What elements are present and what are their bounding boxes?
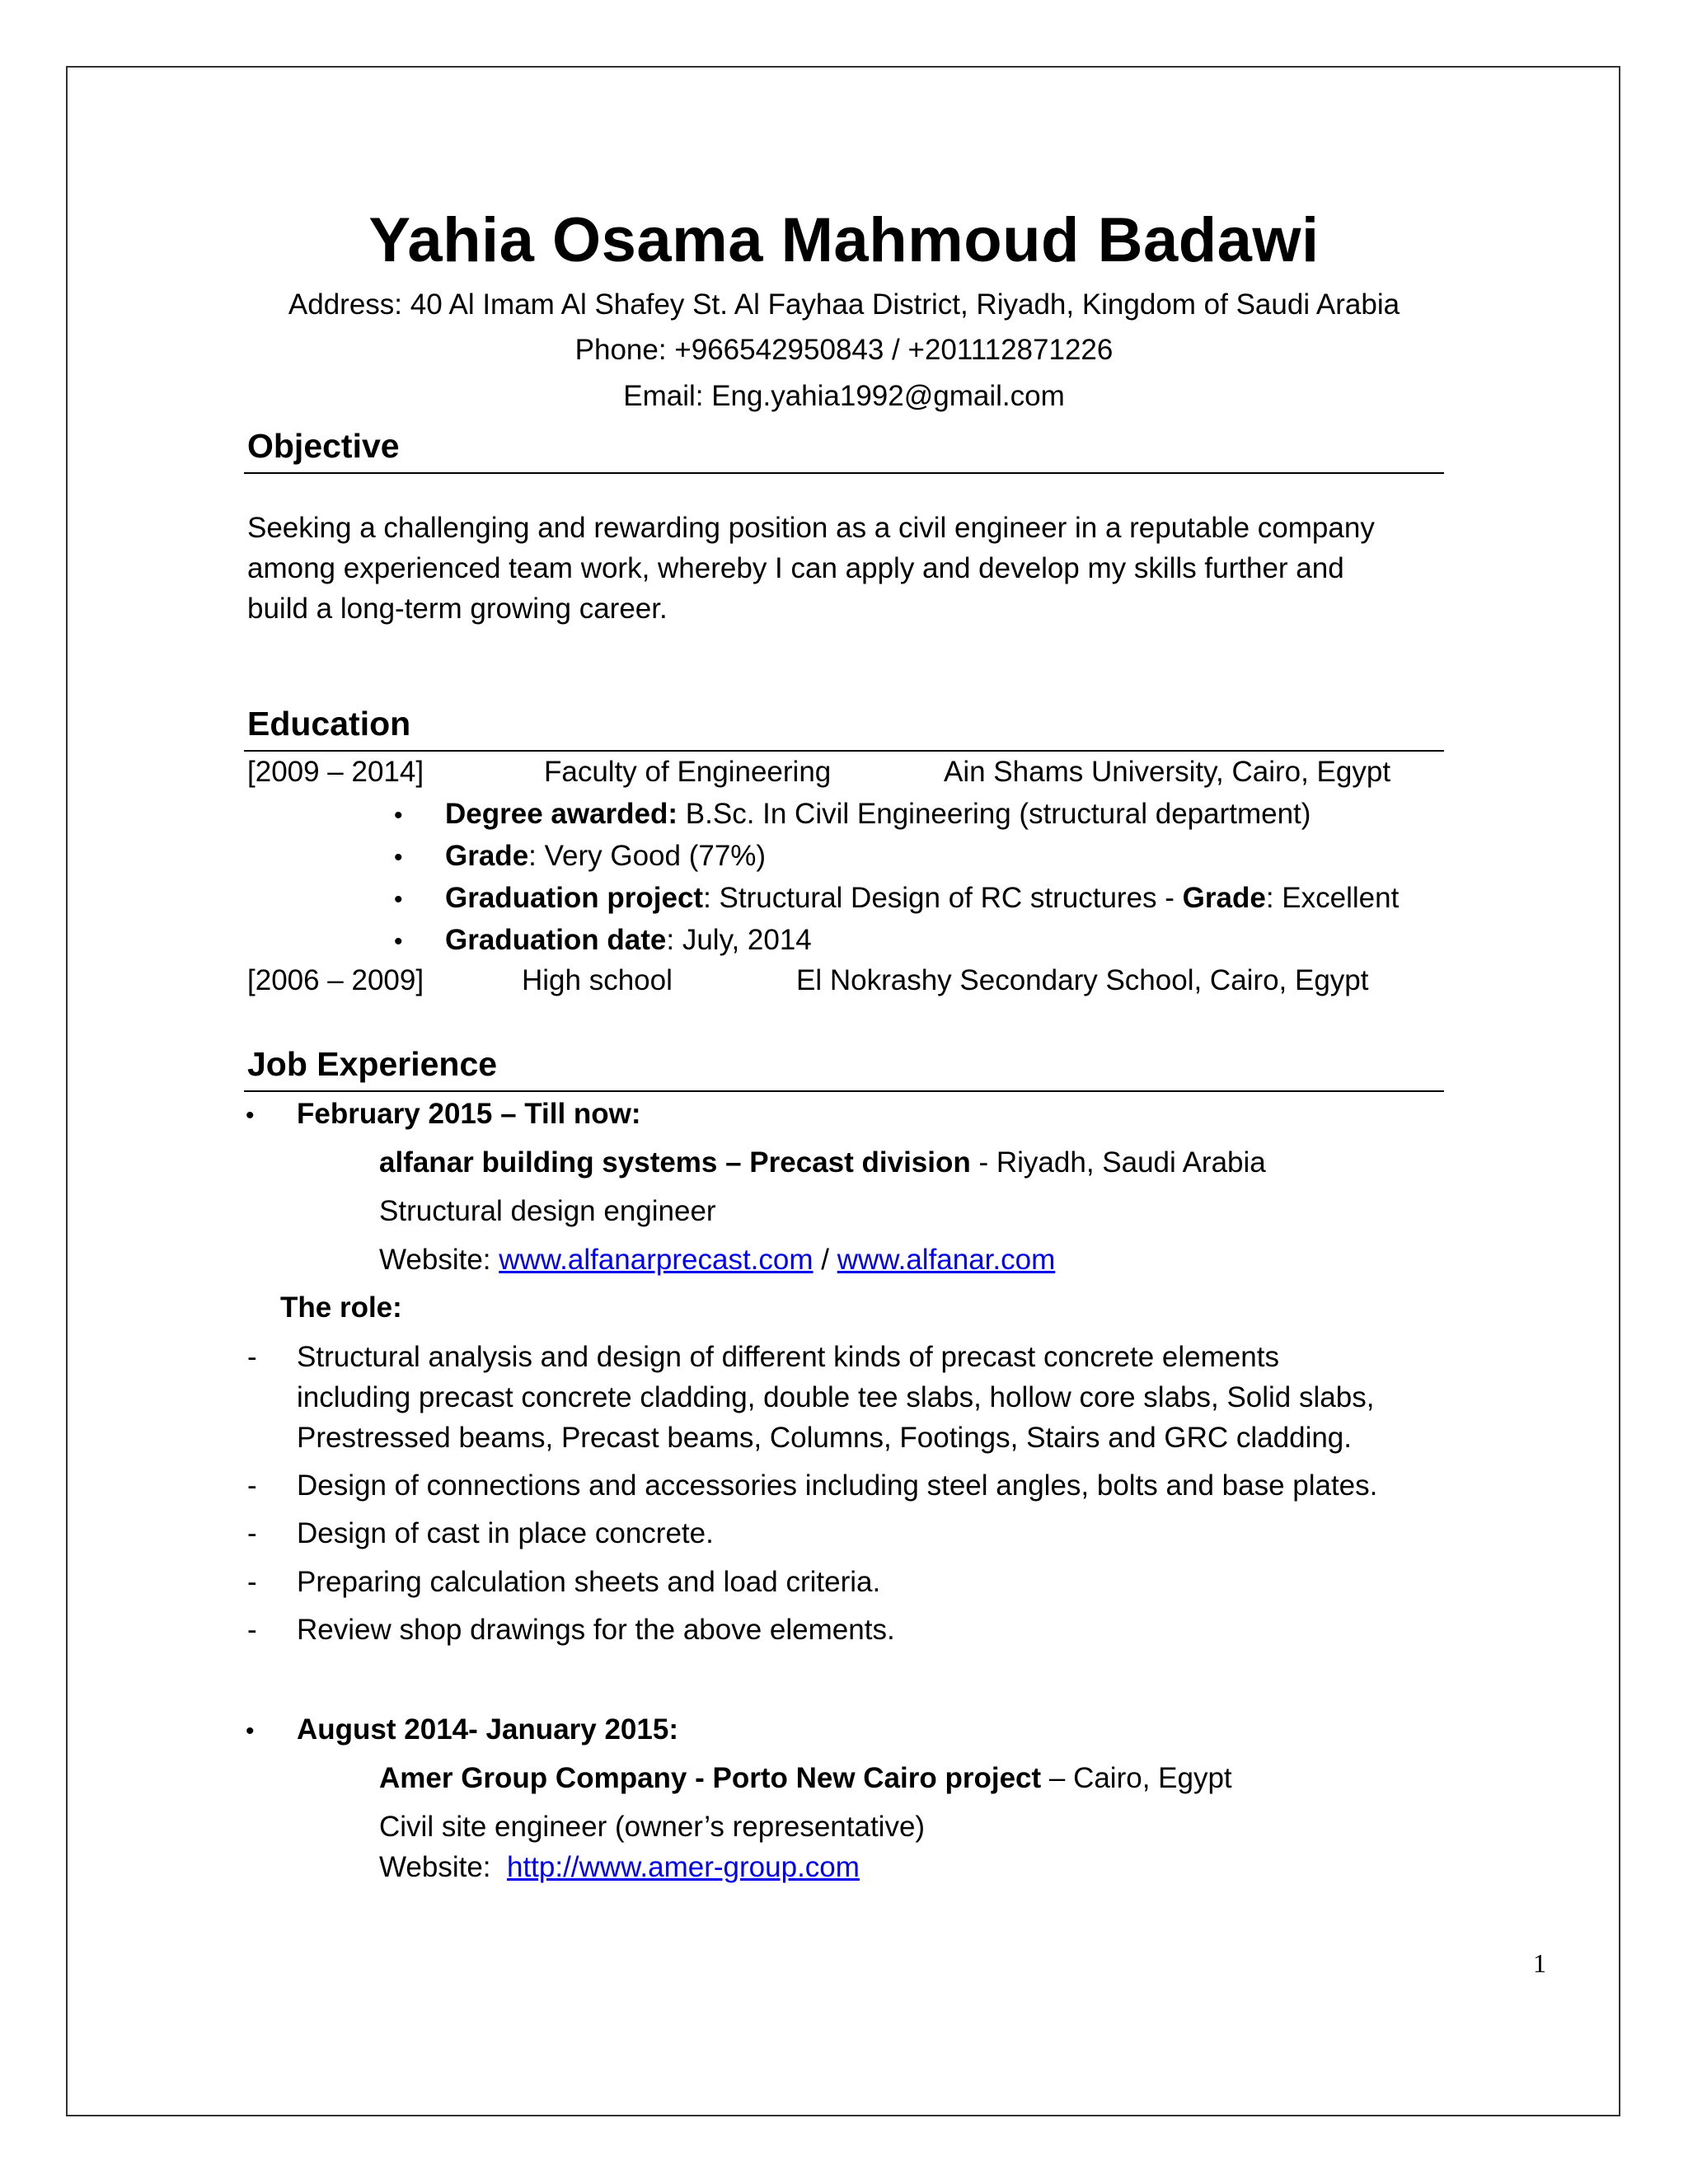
job1-role-title: The role: <box>280 1291 402 1324</box>
objective-heading: Objective <box>247 427 400 465</box>
university-years: [2009 – 2014] <box>247 756 424 788</box>
job1-company-line: alfanar building systems – Precast division - Riyadh, Saudi Arabia <box>379 1146 1266 1179</box>
duty-item: Review shop drawings for the above elements. <box>297 1614 895 1646</box>
education-bullet: • <box>394 844 403 871</box>
experience-rule <box>244 1090 1444 1092</box>
duty-dash: - <box>247 1517 257 1549</box>
address-line: Address: 40 Al Imam Al Shafey St. Al Fayhaa District, Riyadh, Kingdom of Saudi Arabia <box>288 288 1400 321</box>
university-institution: Ain Shams University, Cairo, Egypt <box>944 756 1391 788</box>
job2-position: Civil site engineer (owner’s representative) <box>379 1811 926 1843</box>
objective-line: Seeking a challenging and rewarding position as a civil engineer in a reputable company <box>247 512 1375 544</box>
job2-period: August 2014- January 2015: <box>297 1713 678 1746</box>
job-bullet: • <box>246 1718 255 1745</box>
duty-dash: - <box>247 1341 257 1373</box>
duty-item: Preparing calculation sheets and load criteria. <box>297 1566 881 1598</box>
job1-position: Structural design engineer <box>379 1195 716 1227</box>
school-institution: El Nokrashy Secondary School, Cairo, Egypt <box>796 964 1369 996</box>
university-faculty: Faculty of Engineering <box>544 756 832 788</box>
experience-heading: Job Experience <box>247 1045 498 1083</box>
education-bullet: • <box>394 802 403 829</box>
objective-rule <box>244 472 1444 474</box>
amer-group-link[interactable]: http://www.amer-group.com <box>506 1851 860 1883</box>
page-number: 1 <box>1533 1948 1546 1978</box>
duty-item: Design of cast in place concrete. <box>297 1517 714 1549</box>
school-level: High school <box>522 964 673 996</box>
job2-website-line: Website: http://www.amer-group.com <box>379 1851 860 1883</box>
degree-item: Degree awarded: B.Sc. In Civil Engineering (structural department) <box>445 798 1311 830</box>
duty-dash: - <box>247 1566 257 1598</box>
phone-line: Phone: +966542950843 / +201112871226 <box>574 334 1114 366</box>
job-bullet: • <box>246 1102 255 1129</box>
school-years: [2006 – 2009] <box>247 964 424 996</box>
education-bullet: • <box>394 886 403 913</box>
duty-item: Design of connections and accessories including steel angles, bolts and base plates. <box>297 1469 1378 1502</box>
education-heading: Education <box>247 705 411 743</box>
job2-company-line: Amer Group Company - Porto New Cairo project – Cairo, Egypt <box>379 1762 1232 1794</box>
duty-dash: - <box>247 1614 257 1646</box>
objective-line: among experienced team work, whereby I can apply and develop my skills further and <box>247 552 1344 584</box>
education-bullet: • <box>394 928 403 955</box>
graduation-date-item: Graduation date: July, 2014 <box>445 924 812 956</box>
candidate-name: Yahia Osama Mahmoud Badawi <box>368 205 1320 275</box>
duty-dash: - <box>247 1469 257 1502</box>
email-line: Email: Eng.yahia1992@gmail.com <box>623 380 1065 412</box>
job1-website-line: Website: www.alfanarprecast.com / www.alfanar.com <box>379 1244 1056 1276</box>
job1-period: February 2015 – Till now: <box>297 1098 641 1130</box>
duty-item: Structural analysis and design of different kinds of precast concrete elements including precast concrete cladding, double tee slabs, hollow core slabs, Solid slabs, Prestressed beams, Precast beams, Columns, Footings, Stairs and GRC cladding. <box>297 1341 1375 1454</box>
alfanar-link[interactable]: www.alfanar.com <box>837 1244 1056 1276</box>
objective-line: build a long-term growing career. <box>247 593 668 625</box>
alfanarprecast-link[interactable]: www.alfanarprecast.com <box>499 1244 814 1276</box>
grade-item: Grade: Very Good (77%) <box>445 840 767 872</box>
objective-text <box>247 508 1375 629</box>
project-item: Graduation project: Structural Design of RC structures - Grade: Excellent <box>445 882 1400 914</box>
